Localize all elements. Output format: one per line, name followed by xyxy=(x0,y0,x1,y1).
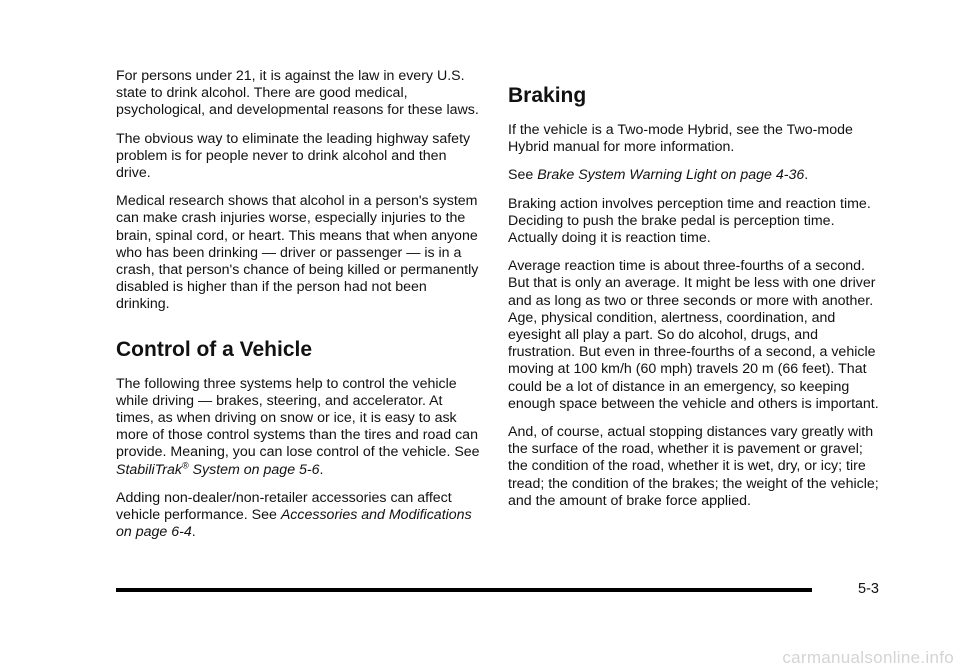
paragraph-see-brake-warning xyxy=(508,167,880,184)
period: . xyxy=(319,461,324,478)
paragraph-reaction-time: Average reaction time is about three-fourths of a second. But that is only an average. It might be less with one driver and as long as two or three seconds or more with another. Age, physical condition, alertness, coordination, and eyesight all play a part. So do alcohol, drugs, and frustration. But even in three-fourths of a second, a vehicle moving at 100 km/h (60 mph) travels 20 m (66 feet). That could be a lot of distance in an emergency, so keeping enough space between the vehicle and others is important. xyxy=(508,258,879,412)
paragraph-braking-action: Braking action involves perception time and reaction time. Deciding to push the brake pedal is perception time. Actually doing it is reaction time. xyxy=(508,195,871,247)
paragraph-accessories xyxy=(116,490,480,542)
paragraph-control-systems xyxy=(116,376,480,479)
paragraph-two-mode-hybrid: If the vehicle is a Two-mode Hybrid, see the Two-mode Hybrid manual for more information. xyxy=(508,122,853,156)
watermark: carmanualsonline.info xyxy=(782,648,954,667)
see-label: See xyxy=(508,167,538,184)
left-column xyxy=(116,68,480,552)
stabilitrak-link[interactable] xyxy=(116,459,320,478)
stabilitrak-page-ref: System on page 5-6 xyxy=(188,461,320,478)
accessories-text: Adding non-dealer/non-retailer accessories can affect vehicle performance. See xyxy=(116,489,452,524)
registered-mark: ® xyxy=(181,459,189,470)
brake-warning-link[interactable]: Brake System Warning Light on page 4-36 xyxy=(537,167,805,184)
paragraph-under-21-law: For persons under 21, it is against the law in every U.S. state to drink alcohol. There are good medical, psychological, and developmental reasons for these laws. xyxy=(116,68,479,119)
footer-rule xyxy=(116,588,812,592)
stabilitrak-label: StabiliTrak xyxy=(116,461,182,478)
accessories-link[interactable]: Accessories and Modifications on page 6-4 xyxy=(116,507,472,541)
heading-control-of-vehicle: Control of a Vehicle xyxy=(116,337,313,361)
control-systems-text: The following three systems help to control the vehicle while driving — brakes, steering, and accelerator. At times, as when driving on snow or ice, it is easy to ask more of those control systems than the tires and road can provide. Meaning, you can lose control of the vehicle. See xyxy=(116,375,480,461)
period: . xyxy=(804,167,809,184)
right-column xyxy=(508,80,880,521)
paragraph-medical-research: Medical research shows that alcohol in a person's system can make crash injuries worse, especially injuries to the brain, spinal cord, or heart. This means that when anyone who has been drinking — driver or passenger — is in a crash, that person's chance of being killed or permanently disabled is higher than if the person had not been drinking. xyxy=(116,193,479,313)
page-number: 5-3 xyxy=(858,581,879,597)
period: . xyxy=(191,524,196,541)
heading-braking: Braking xyxy=(508,84,587,107)
paragraph-never-drink-and-drive: The obvious way to eliminate the leading highway safety problem is for people never to drink alcohol and then drive. xyxy=(116,130,471,182)
paragraph-stopping-distances: And, of course, actual stopping distances vary greatly with the surface of the road, whether it is pavement or gravel; the condition of the road, whether it is wet, dry, or icy; tire tread; the condition of the brakes; the weight of the vehicle; and the amount of brake force applied. xyxy=(508,424,879,509)
